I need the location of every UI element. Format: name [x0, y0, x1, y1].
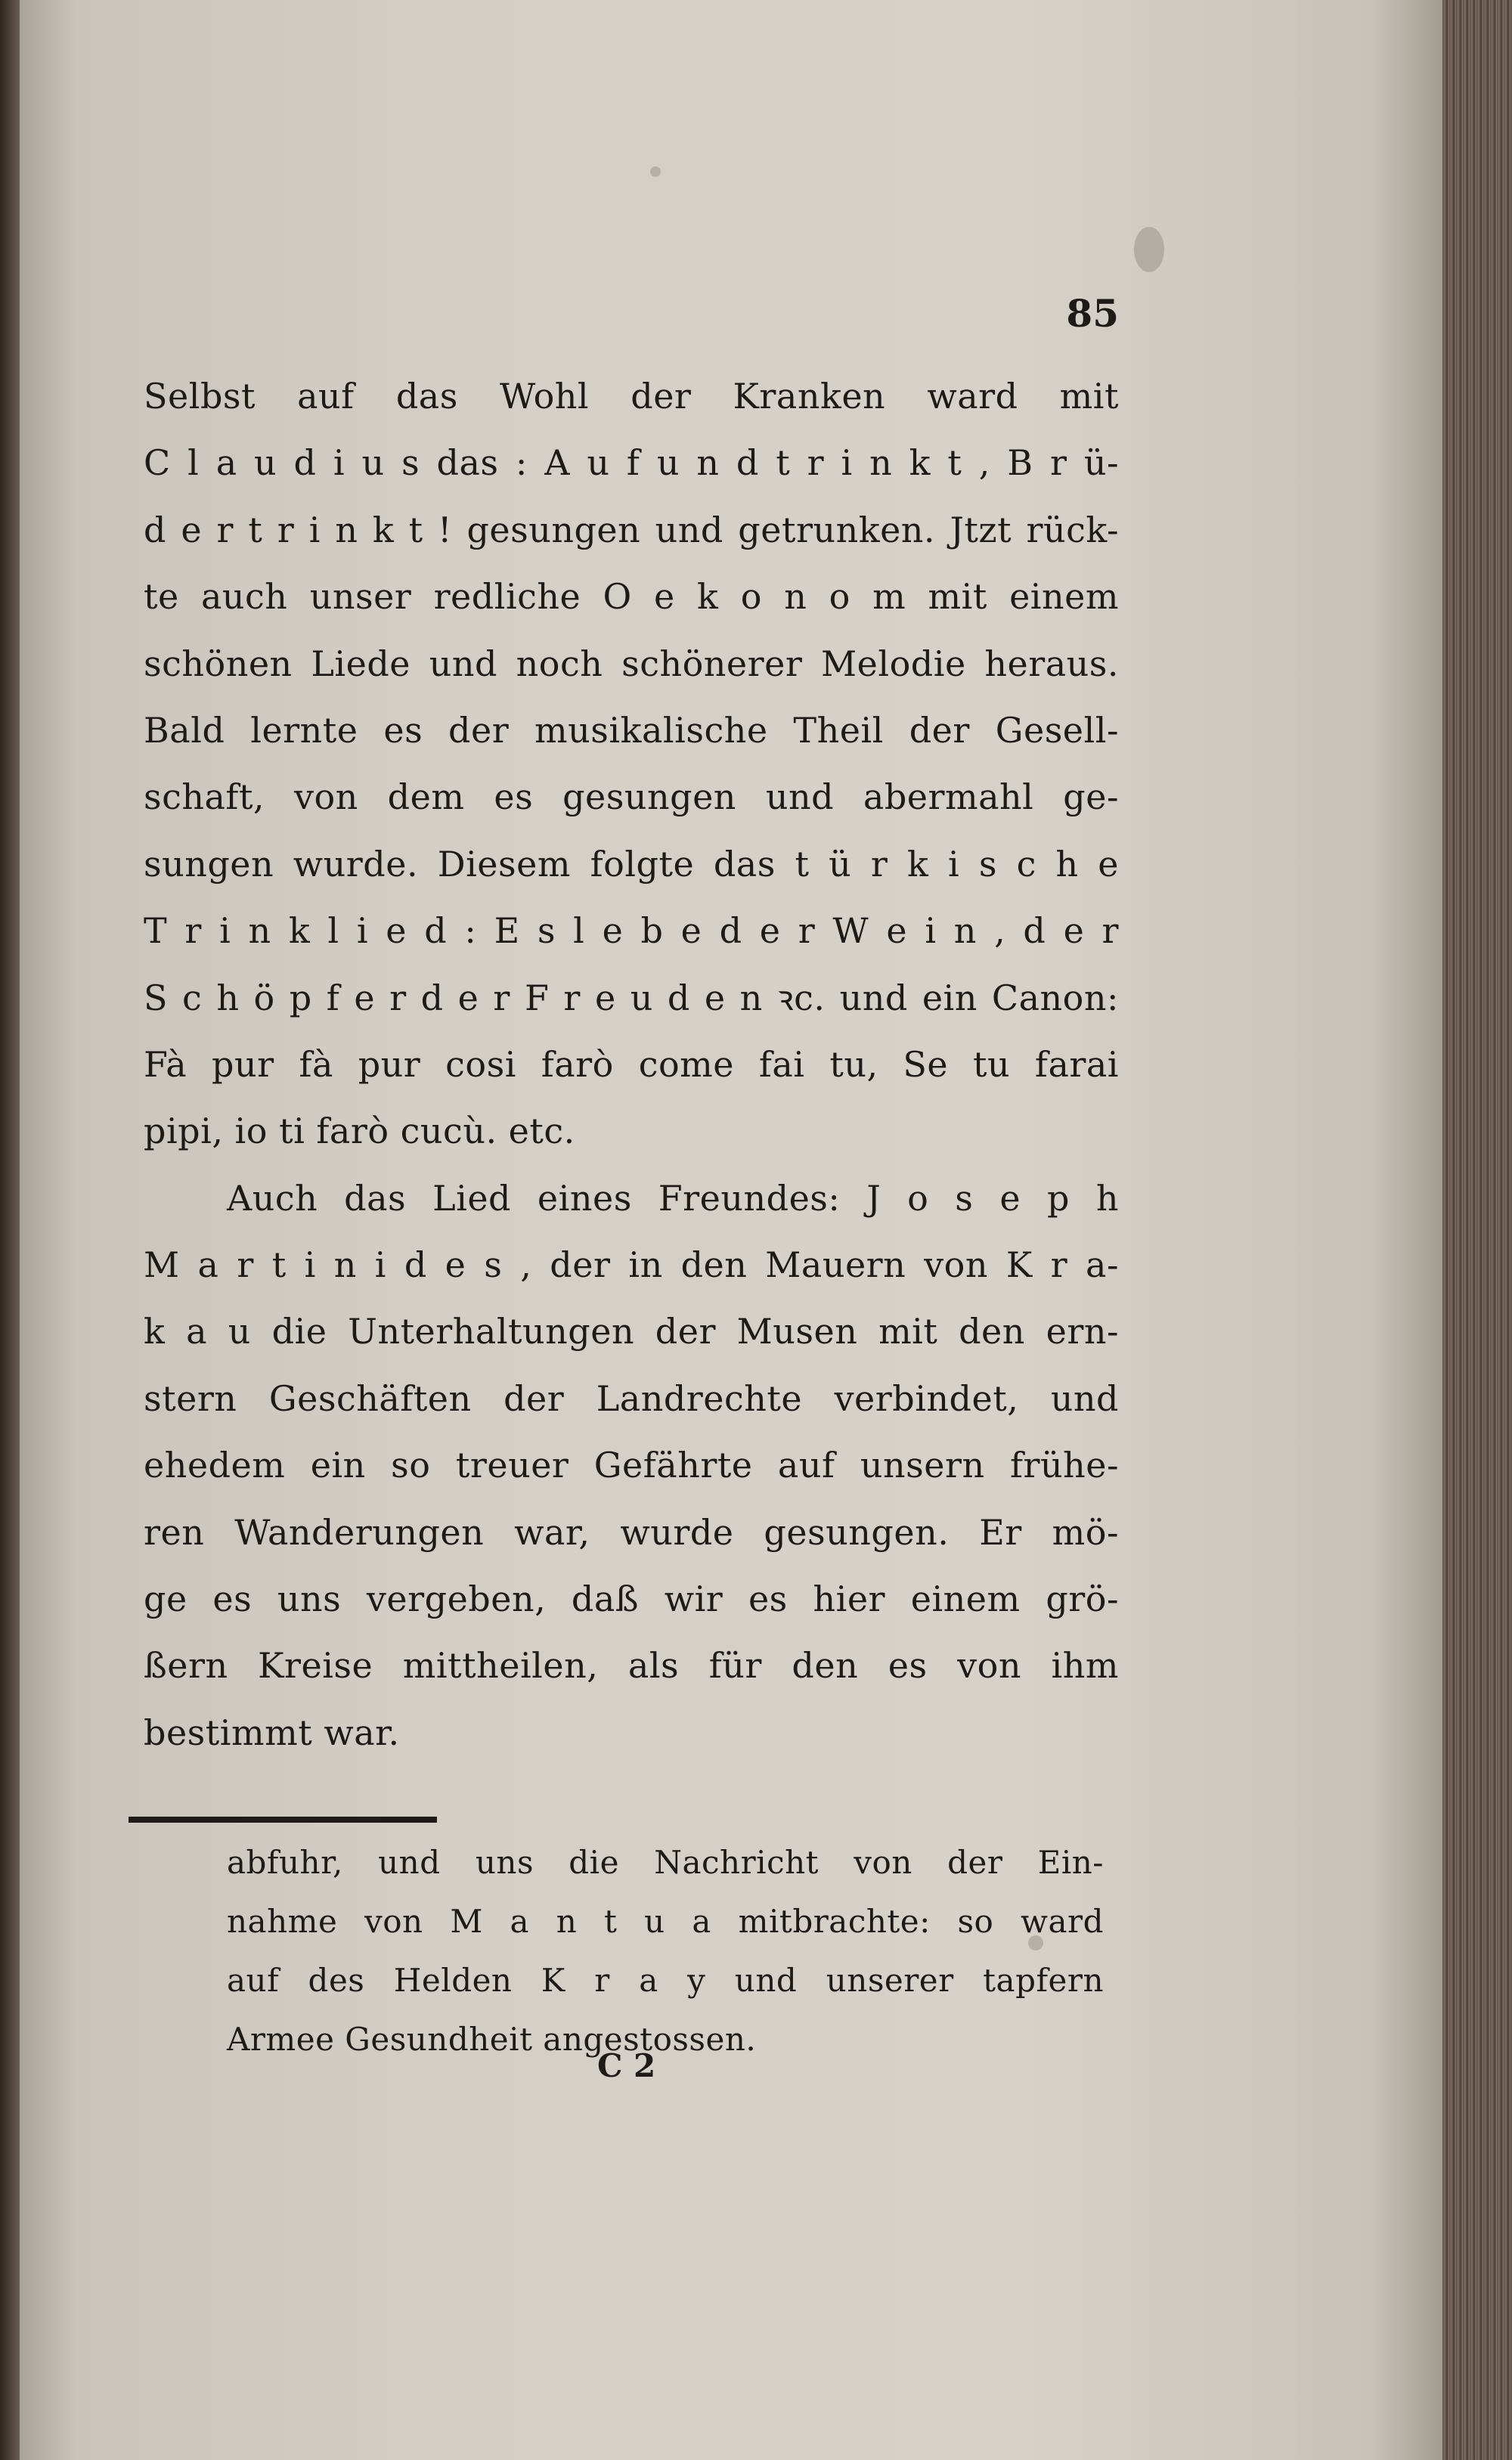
body-line: pipi, io ti farò cucù. etc.	[144, 1111, 575, 1152]
footnote-line: auf des Helden K r a y und unserer tapfern	[227, 1962, 1104, 1999]
body-line: k a u die Unterhaltungen der Musen mit den ern-	[144, 1311, 1119, 1352]
footnote-line: Armee Gesundheit angestossen.	[227, 2021, 757, 2058]
body-line: sungen wurde. Diesem folgte das t ü r k i s c h e	[144, 843, 1119, 885]
page-stack-edge	[1442, 0, 1512, 2460]
body-line: schönen Liede und noch schönerer Melodie heraus.	[144, 643, 1119, 684]
body-line: ren Wanderungen war, wurde gesungen. Er mö-	[144, 1511, 1119, 1553]
signature-mark: C 2	[597, 2047, 656, 2084]
paper-stain	[650, 166, 661, 177]
footnote-line: abfuhr, und uns die Nachricht von der Ein-	[227, 1844, 1104, 1881]
body-line: schaft, von dem es gesungen und abermahl ge-	[144, 776, 1119, 818]
body-text	[144, 363, 1119, 1766]
body-line: Fà pur fà pur cosi farò come fai tu, Se tu farai	[144, 1043, 1119, 1085]
footnote-rule	[129, 1817, 437, 1823]
body-line: bestimmt war.	[144, 1712, 400, 1753]
body-line: S c h ö p f e r d e r F r e u d e n ꝛc. und ein Canon:	[144, 977, 1119, 1018]
footnote	[227, 1833, 1104, 2069]
body-line: C l a u d i u s das : A u f u n d t r i n k t , B r ü-	[144, 442, 1119, 484]
body-line: M a r t i n i d e s , der in den Mauern von K r a-	[144, 1244, 1119, 1286]
body-line: T r i n k l i e d : E s l e b e d e r W e i n , d e r	[144, 910, 1119, 952]
footnote-line: nahme von M a n t u a mitbrachte: so ward	[227, 1903, 1104, 1940]
body-line: ehedem ein so treuer Gefährte auf unsern frühe-	[144, 1445, 1119, 1486]
body-line: ge es uns vergeben, daß wir es hier einem grö-	[144, 1579, 1119, 1620]
body-line: Selbst auf das Wohl der Kranken ward mit	[144, 376, 1119, 417]
body-line: ßern Kreise mittheilen, als für den es von ihm	[144, 1645, 1119, 1687]
binding-edge	[0, 0, 20, 2460]
body-line: stern Geschäften der Landrechte verbindet, und	[144, 1377, 1119, 1419]
body-line: d e r t r i n k t ! gesungen und getrunken. Jtzt rück-	[144, 509, 1119, 550]
body-line: Bald lernte es der musikalische Theil der Gesell-	[144, 709, 1119, 751]
paper-stain	[1134, 227, 1164, 272]
page-number: 85	[1066, 291, 1119, 336]
body-line: Auch das Lied eines Freundes: J o s e p h	[227, 1177, 1119, 1219]
body-line: te auch unser redliche O e k o n o m mit einem	[144, 576, 1119, 618]
